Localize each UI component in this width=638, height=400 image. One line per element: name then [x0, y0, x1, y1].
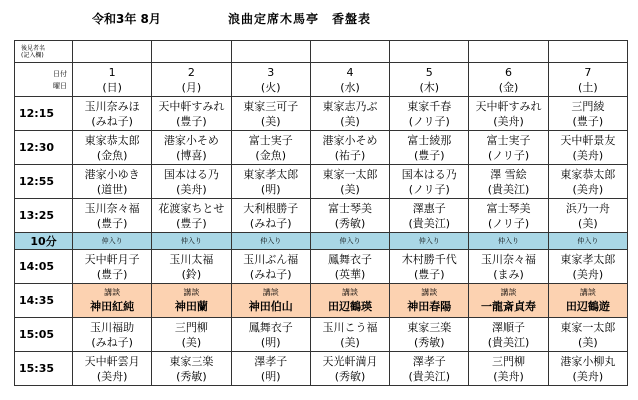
- performer-name: 澤惠子: [412, 201, 446, 215]
- shamisen-name: (豊子): [176, 114, 207, 128]
- kodan-label: 講談: [341, 288, 358, 297]
- performer-cell: [152, 131, 231, 165]
- shamisen-name: (貴美江): [487, 335, 530, 349]
- performer-cell: [548, 97, 627, 131]
- performer-name: 天光軒満月: [322, 354, 378, 368]
- performer-name: 木村勝千代: [401, 252, 457, 266]
- day-date: 1: [108, 65, 116, 79]
- shamisen-name: (秀敏): [413, 335, 445, 349]
- performer-cell: [310, 318, 389, 352]
- break-cell: 仲入り: [152, 233, 231, 250]
- performer-name: 国本はる乃: [401, 167, 457, 181]
- performer-name: 大利根勝子: [243, 201, 299, 215]
- shamisen-name: (美): [181, 335, 202, 349]
- slot-time: 12:15: [15, 97, 73, 131]
- performer-cell: [548, 199, 627, 233]
- performer-cell: [231, 165, 310, 199]
- performer-name: 鳳舞衣子: [248, 320, 293, 334]
- shamisen-name: (秀敏): [334, 216, 366, 230]
- day-cell: [73, 63, 152, 97]
- slot-row: [15, 352, 628, 386]
- performer-name: 富士実子: [486, 133, 531, 147]
- day-row: [15, 63, 628, 97]
- break-cell: 仲入り: [469, 233, 548, 250]
- guardian-cell[interactable]: [152, 41, 231, 63]
- performer-cell: [152, 165, 231, 199]
- performer-name: 三門柳: [174, 320, 208, 334]
- kodan-performer: 田辺鶴遊: [565, 300, 610, 313]
- guardian-cell[interactable]: [548, 41, 627, 63]
- shamisen-name: (貴美江): [408, 216, 451, 230]
- day-label-weekday: 曜日: [53, 81, 67, 90]
- kodan-cell: [152, 284, 231, 318]
- performer-name: 玉川太福: [169, 252, 214, 266]
- break-cell: 仲入り: [310, 233, 389, 250]
- slot-row: [15, 165, 628, 199]
- slot-row: [15, 199, 628, 233]
- shamisen-name: (美): [578, 335, 598, 349]
- shamisen-name: (美): [340, 114, 360, 128]
- performer-name: 港家小そめ: [163, 133, 219, 147]
- day-weekday: (日): [102, 80, 122, 94]
- kodan-label: 講談: [500, 288, 517, 297]
- shamisen-name: (豊子): [96, 216, 128, 230]
- guardian-cell[interactable]: [310, 41, 389, 63]
- performer-cell: [548, 318, 627, 352]
- performer-name: 玉川ぶん福: [243, 252, 299, 266]
- performer-cell: [469, 97, 548, 131]
- performer-name: 東家三楽: [169, 354, 214, 368]
- shamisen-name: (豊子): [572, 114, 604, 128]
- shamisen-name: (美): [340, 335, 360, 349]
- shamisen-name: (美舟): [96, 369, 128, 383]
- performer-name: 玉川奈々福: [481, 252, 537, 266]
- header-date: 令和3年 8月: [92, 12, 161, 26]
- guardian-cell[interactable]: [469, 41, 548, 63]
- break-cell: 仲入り: [231, 233, 310, 250]
- shamisen-name: (みね子): [91, 114, 133, 128]
- performer-name: 東家三楽: [407, 320, 452, 334]
- day-date: 7: [584, 65, 592, 79]
- performer-name: 東家三可子: [243, 99, 299, 113]
- performer-cell: [310, 165, 389, 199]
- day-cell: [231, 63, 310, 97]
- kodan-time: 14:35: [15, 284, 73, 318]
- slot-time: 14:05: [15, 250, 73, 284]
- performer-name: 浜乃一舟: [565, 201, 610, 215]
- performer-cell: [548, 250, 627, 284]
- performer-name: 天中軒すみれ: [158, 99, 225, 113]
- performer-name: 玉川奈々福: [84, 201, 140, 215]
- shamisen-name: (美舟): [572, 182, 604, 196]
- shamisen-name: (美舟): [493, 114, 524, 128]
- performer-name: 澤孝子: [412, 354, 446, 368]
- day-date: 3: [267, 65, 275, 79]
- performer-cell: [310, 97, 389, 131]
- performer-name: 天中軒景友: [560, 133, 616, 147]
- performer-cell: [73, 250, 152, 284]
- shamisen-name: (美舟): [572, 369, 604, 383]
- performer-cell: [152, 250, 231, 284]
- performer-cell: [390, 131, 469, 165]
- performer-name: 東家孝太郎: [560, 252, 616, 266]
- guardian-label-line2: (記入欄): [21, 51, 44, 59]
- performer-cell: [152, 318, 231, 352]
- day-weekday: (金): [498, 80, 519, 94]
- performer-cell: [390, 318, 469, 352]
- shamisen-name: (貴美江): [408, 369, 451, 383]
- kodan-cell: [231, 284, 310, 318]
- day-weekday: (土): [578, 80, 598, 94]
- shamisen-name: (博喜): [176, 148, 207, 162]
- performer-name: 国本はる乃: [163, 167, 219, 181]
- performer-name: 東家孝太郎: [243, 167, 299, 181]
- slot-time: 15:05: [15, 318, 73, 352]
- performer-cell: [310, 250, 389, 284]
- performer-name: 富士綾那: [407, 133, 452, 147]
- schedule-table: [14, 40, 628, 386]
- performer-cell: [390, 165, 469, 199]
- performer-cell: [469, 352, 548, 386]
- performer-cell: [231, 318, 310, 352]
- kodan-cell: [548, 284, 627, 318]
- day-cell: [469, 63, 548, 97]
- kodan-label: 講談: [183, 288, 200, 297]
- performer-cell: [310, 131, 389, 165]
- kodan-performer: 神田春陽: [407, 300, 452, 313]
- day-cell: [548, 63, 627, 97]
- shamisen-name: (鈴): [181, 267, 202, 281]
- shamisen-name: (美舟): [493, 369, 524, 383]
- shamisen-name: (美): [578, 216, 598, 230]
- slot-time: 13:25: [15, 199, 73, 233]
- shamisen-name: (明): [260, 335, 281, 349]
- kodan-label: 講談: [421, 288, 438, 297]
- day-cell: [310, 63, 389, 97]
- performer-cell: [469, 165, 548, 199]
- shamisen-name: (豊子): [96, 267, 128, 281]
- shamisen-name: (豊子): [413, 267, 445, 281]
- day-weekday: (火): [260, 80, 281, 94]
- performer-cell: [231, 199, 310, 233]
- shamisen-name: (みね子): [249, 216, 292, 230]
- guardian-cell[interactable]: [390, 41, 469, 63]
- performer-name: 東家恭太郎: [560, 167, 616, 181]
- day-weekday: (月): [181, 80, 202, 94]
- shamisen-name: (美舟): [572, 267, 604, 281]
- performer-name: 富士琴美: [486, 201, 531, 215]
- kodan-label: 講談: [104, 288, 121, 297]
- performer-cell: [310, 199, 389, 233]
- performer-cell: [152, 199, 231, 233]
- performer-cell: [73, 131, 152, 165]
- page-title: 浪曲定席木馬亭 香盤表: [228, 12, 372, 26]
- performer-cell: [469, 318, 548, 352]
- shamisen-name: (道世): [96, 182, 128, 196]
- guardian-cell[interactable]: [231, 41, 310, 63]
- shamisen-name: (みね子): [249, 267, 292, 281]
- performer-name: 三門柳: [492, 354, 526, 368]
- day-label: [15, 63, 73, 97]
- shamisen-name: (美舟): [176, 182, 207, 196]
- guardian-label-line1: 後見者名: [21, 44, 46, 52]
- shamisen-name: (貴美江): [487, 182, 530, 196]
- performer-name: 三門綾: [571, 99, 605, 113]
- kodan-performer: 神田蘭: [174, 300, 208, 313]
- break-cell: 仲入り: [548, 233, 627, 250]
- shamisen-name: (美): [260, 114, 281, 128]
- performer-cell: [231, 97, 310, 131]
- day-label-date: 日付: [53, 69, 67, 78]
- performer-cell: [231, 131, 310, 165]
- performer-cell: [152, 97, 231, 131]
- performer-name: 東家一太郎: [322, 167, 378, 181]
- slot-time: 12:30: [15, 131, 73, 165]
- day-weekday: (木): [419, 80, 440, 94]
- slot-row: [15, 97, 628, 131]
- performer-name: 富士琴美: [327, 201, 372, 215]
- shamisen-name: (ノリ子): [487, 216, 530, 230]
- shamisen-name: (ノリ子): [487, 148, 530, 162]
- slot-time: 15:35: [15, 352, 73, 386]
- performer-cell: [231, 250, 310, 284]
- performer-name: 澤 雪絵: [490, 167, 527, 181]
- guardian-cell[interactable]: [73, 41, 152, 63]
- day-date: 2: [187, 65, 195, 79]
- day-date: 6: [505, 65, 513, 79]
- performer-cell: [390, 97, 469, 131]
- performer-cell: [231, 352, 310, 386]
- performer-cell: [548, 165, 627, 199]
- performer-name: 東家千春: [407, 99, 452, 113]
- slot-row: [15, 318, 628, 352]
- performer-name: 玉川奈みほ: [84, 99, 140, 113]
- performer-name: 港家小そめ: [322, 133, 378, 147]
- kodan-cell: [73, 284, 152, 318]
- kodan-performer: 神田紅純: [90, 300, 135, 313]
- shamisen-name: (ノリ子): [408, 182, 450, 196]
- shamisen-name: (秀敏): [176, 369, 207, 383]
- day-weekday: (水): [340, 80, 360, 94]
- kodan-performer: 一龍斎貞寿: [481, 300, 537, 313]
- performer-cell: [73, 318, 152, 352]
- performer-name: 玉川福助: [90, 320, 135, 334]
- performer-cell: [390, 352, 469, 386]
- shamisen-name: (美): [340, 182, 360, 196]
- performer-name: 富士実子: [248, 133, 293, 147]
- shamisen-name: (金魚): [96, 148, 128, 162]
- performer-cell: [152, 352, 231, 386]
- break-cell: 仲入り: [73, 233, 152, 250]
- slot-row: [15, 131, 628, 165]
- kodan-cell: [310, 284, 389, 318]
- performer-cell: [548, 131, 627, 165]
- performer-cell: [548, 352, 627, 386]
- performer-name: 澤順子: [492, 320, 526, 334]
- performer-name: 花渡家ちとせ: [158, 201, 225, 215]
- break-time: 10分: [15, 233, 73, 250]
- shamisen-name: (秀敏): [334, 369, 366, 383]
- shamisen-name: (英華): [334, 267, 366, 281]
- kodan-cell: [469, 284, 548, 318]
- shamisen-name: (美舟): [572, 148, 604, 162]
- kodan-label: 講談: [262, 288, 279, 297]
- performer-name: 天中軒すみれ: [475, 99, 542, 113]
- performer-name: 玉川こう福: [322, 320, 378, 334]
- day-cell: [390, 63, 469, 97]
- performer-cell: [390, 250, 469, 284]
- performer-name: 港家小ゆき: [84, 167, 140, 181]
- guardian-label: [15, 41, 73, 63]
- shamisen-name: (明): [260, 182, 281, 196]
- kodan-label: 講談: [579, 288, 596, 297]
- shamisen-name: (祐子): [334, 148, 366, 162]
- guardian-row: [15, 41, 628, 63]
- shamisen-name: (明): [260, 369, 281, 383]
- kodan-cell: [390, 284, 469, 318]
- shamisen-name: (ノリ子): [408, 114, 450, 128]
- performer-name: 天中軒雲月: [84, 354, 140, 368]
- performer-name: 澤孝子: [254, 354, 288, 368]
- performer-cell: [310, 352, 389, 386]
- shamisen-name: (豊子): [176, 216, 207, 230]
- shamisen-name: (金魚): [255, 148, 286, 162]
- kodan-performer: 神田伯山: [248, 300, 293, 313]
- performer-cell: [73, 97, 152, 131]
- performer-name: 東家恭太郎: [84, 133, 140, 147]
- slot-row: [15, 250, 628, 284]
- performer-cell: [73, 165, 152, 199]
- day-date: 4: [346, 65, 354, 79]
- performer-cell: [469, 131, 548, 165]
- page-header: [0, 6, 638, 28]
- kodan-performer: 田辺鶴瑛: [327, 300, 372, 313]
- performer-name: 鳳舞衣子: [327, 252, 372, 266]
- day-date: 5: [425, 65, 433, 79]
- performer-cell: [73, 199, 152, 233]
- break-row: [15, 233, 628, 250]
- performer-cell: [73, 352, 152, 386]
- slot-time: 12:55: [15, 165, 73, 199]
- day-cell: [152, 63, 231, 97]
- kodan-row: [15, 284, 628, 318]
- shamisen-name: (まみ): [493, 267, 524, 281]
- performer-cell: [390, 199, 469, 233]
- shamisen-name: (豊子): [413, 148, 445, 162]
- performer-name: 東家一太郎: [560, 320, 616, 334]
- performer-cell: [469, 250, 548, 284]
- performer-name: 港家小柳丸: [560, 354, 616, 368]
- shamisen-name: (みね子): [91, 335, 133, 349]
- performer-name: 東家志乃ぶ: [322, 99, 378, 113]
- break-cell: 仲入り: [390, 233, 469, 250]
- performer-name: 天中軒月子: [84, 252, 140, 266]
- performer-cell: [469, 199, 548, 233]
